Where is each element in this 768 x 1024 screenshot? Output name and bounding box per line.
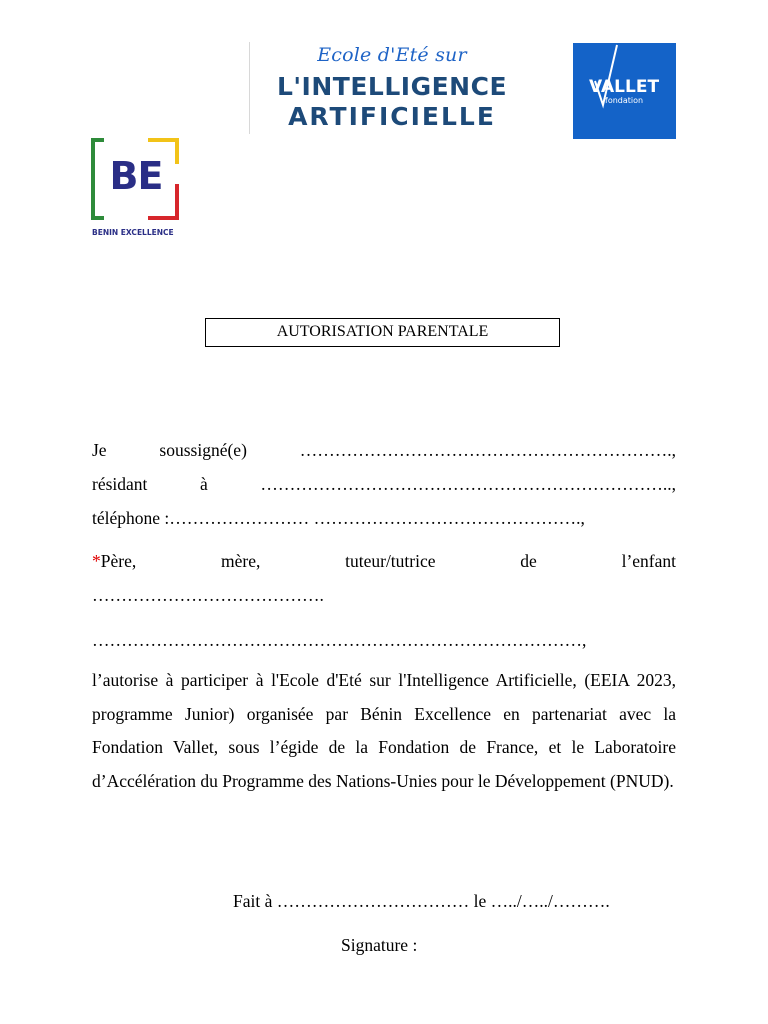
vallet-fondation-logo (573, 43, 676, 139)
telephone-line: téléphone :…………………… ………………………………………., (92, 508, 585, 528)
benin-excellence-logo (90, 138, 182, 222)
parent-word-tuteur: tuteur/tutrice (345, 551, 436, 571)
soussigne-line: Je soussigné(e) ………………………………………………………., (92, 440, 676, 460)
vallet-logo-name: VALLET (589, 77, 660, 97)
parent-line (92, 551, 676, 572)
signature-label: Signature : (341, 935, 418, 955)
vallet-logo-subtitle: fondation (605, 96, 644, 105)
place-date-line: Fait à …………………………… le …../…../………. (233, 891, 610, 911)
required-asterisk: * (92, 551, 101, 571)
be-logo-letters: BE (109, 154, 163, 198)
benin-excellence-caption: BENIN EXCELLENCE (92, 228, 174, 237)
eeia-logo-line-intelligence: L'INTELLIGENCE (276, 72, 508, 101)
eeia-logo-script-line: Ecole d'Eté sur (317, 44, 467, 66)
child-name-line-2: …………………………………………………………………………, (92, 630, 587, 650)
resident-line: résidant à …………………………………………………………….., (92, 474, 676, 494)
child-name-line-1: …………………………………. (92, 585, 324, 605)
eeia-logo-line-artificielle: ARTIFICIELLE (288, 102, 496, 131)
document-title: AUTORISATION PARENTALE (205, 318, 560, 347)
eeia-logo (249, 42, 534, 134)
authorization-paragraph: l’autorise à participer à l'Ecole d'Eté sur l'Intelligence Artificielle, (EEIA 2023, programme Junior) organisée par Bénin Excellence en partenariat avec la Fondation Vallet, sous l’égide de la Fondation de France, et le Laboratoire d’Accélération du Programme des Nations-Unies pour le Développement (PNUD). (92, 670, 676, 791)
parent-word-mere: mère, (221, 551, 261, 571)
parent-word-enfant: l’enfant (621, 551, 676, 571)
parent-word-pere: *Père, (92, 551, 137, 571)
parent-word-de: de (520, 551, 537, 571)
